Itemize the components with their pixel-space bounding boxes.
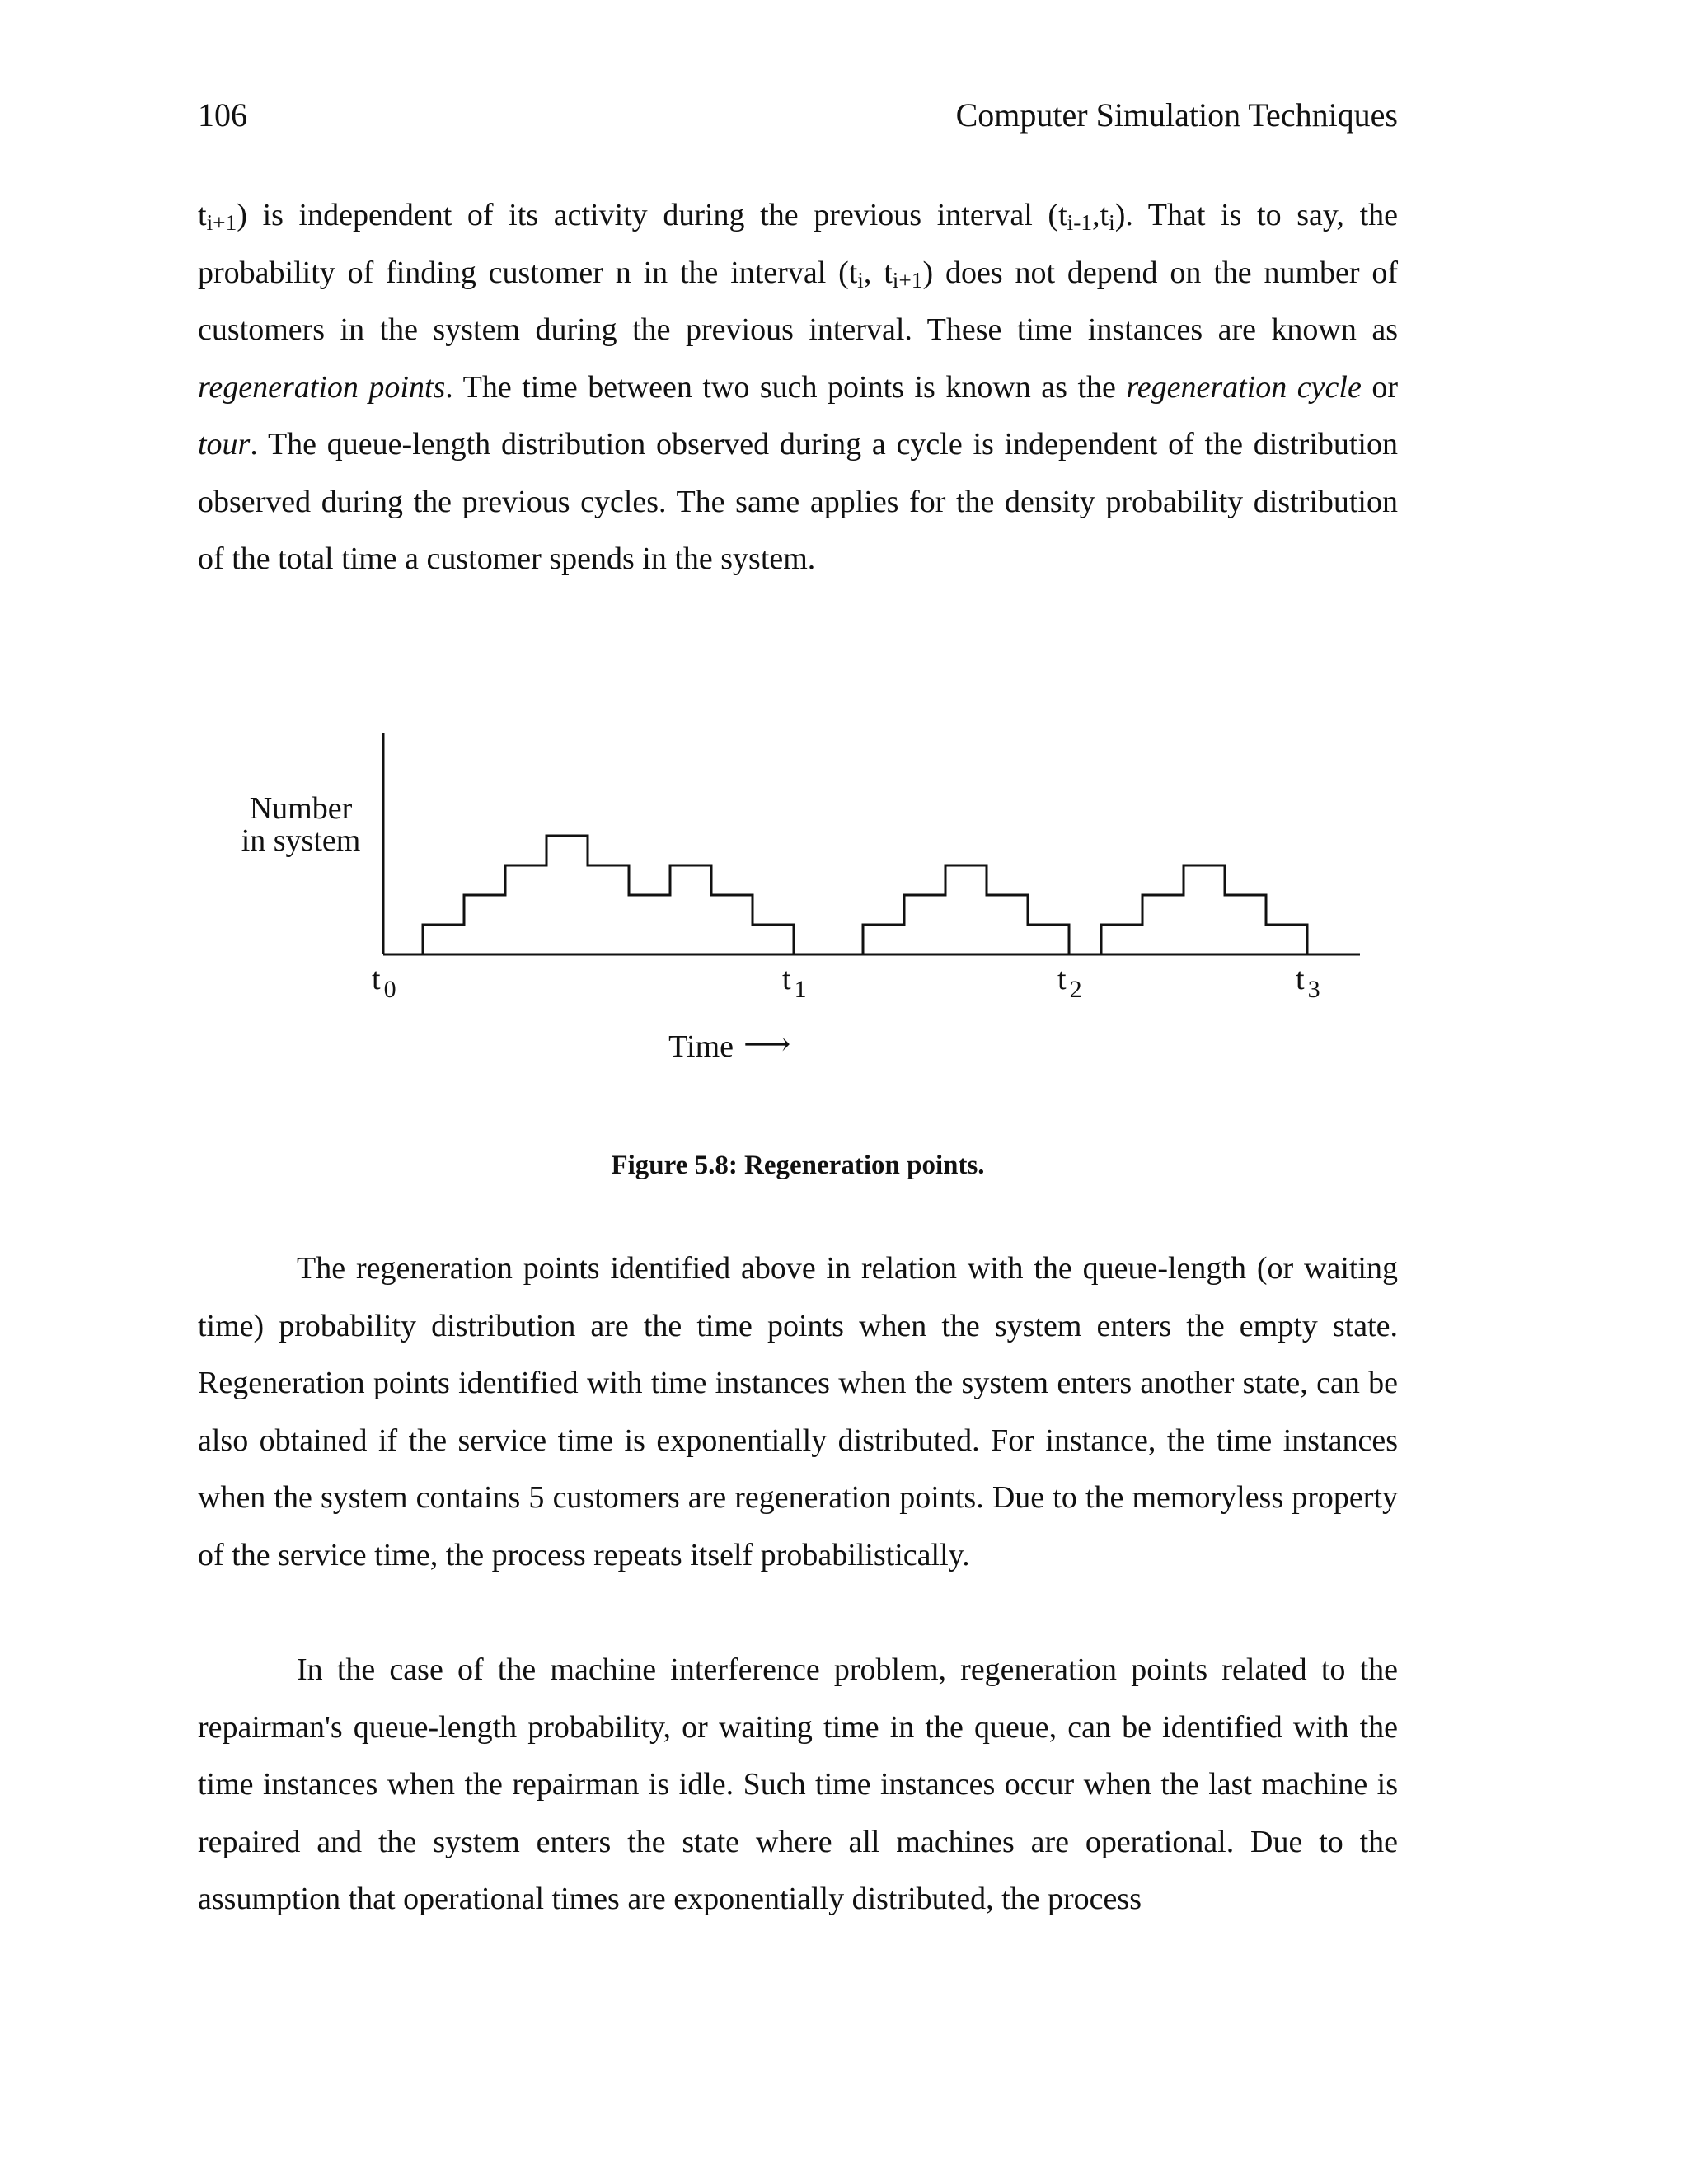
figure-caption: Figure 5.8: Regeneration points. <box>611 1151 985 1180</box>
regeneration-point-label <box>1296 962 1320 1003</box>
subscript: i+1 <box>892 267 923 293</box>
subscript: i <box>857 267 864 293</box>
tick-subscript: 0 <box>383 976 396 1003</box>
figure-regeneration-points <box>223 717 1376 1096</box>
busy-period-2 <box>814 865 1069 954</box>
regeneration-point-label <box>782 962 807 1003</box>
term-tour: tour <box>198 427 251 462</box>
text-fragment: or <box>1361 369 1398 405</box>
busy-period-3 <box>1062 865 1307 954</box>
step-series <box>383 836 1307 954</box>
text-fragment: ) is independent of its activity during the previous interval (t <box>237 198 1067 232</box>
x-axis-label: Time <box>668 1029 734 1064</box>
regeneration-point-label <box>1057 962 1082 1003</box>
tick-letter: t <box>372 962 381 996</box>
regeneration-point-label <box>372 962 396 1003</box>
busy-period-1 <box>383 836 794 954</box>
text-fragment: ) does not depend on the number of customers in the system during the previous interval. These time instances are known as <box>198 255 1398 347</box>
regeneration-point-labels <box>372 962 1320 1003</box>
text-fragment: t <box>198 198 207 232</box>
text-fragment: . The time between two such points is known as the <box>445 369 1127 405</box>
paragraph-machine-interference: In the case of the machine interference problem, regeneration points related to the repairman's queue-length probability, or waiting time in the queue, can be identified with the time instances when the repairman is idle. Such time instances occur when the last machine is repaired and the system enters the state where all machines are operational. Due to the assumption that operational times are exponentially distributed, the process <box>198 1652 1398 1916</box>
running-title: Computer Simulation Techniques <box>955 96 1398 134</box>
y-axis-label-line1: Number <box>249 791 353 826</box>
arrow-right-icon: ⟶ <box>743 1025 791 1062</box>
subscript: i <box>1109 210 1115 236</box>
paragraph-empty-state: The regeneration points identified above in relation with the queue-length (or waiting time) probability distribution are the time points when the system enters the empty state. Regeneration points identified with time instances when the system enters another state, can be also obtained if the service time is exponentially distributed. For instance, the time instances when the system contains 5 customers are regeneration points. Due to the memoryless property of the service time, the process repeats itself probabilistically. <box>198 1251 1398 1572</box>
tick-letter: t <box>1057 962 1067 996</box>
tick-subscript: 1 <box>794 976 807 1003</box>
step-chart <box>223 717 1376 1096</box>
tick-letter: t <box>1296 962 1305 996</box>
page-number: 106 <box>198 96 247 134</box>
text-fragment: , t <box>863 255 893 290</box>
tick-subscript: 2 <box>1069 976 1082 1003</box>
text-fragment: ). That is to say, the probability of finding customer n in the interval (t <box>198 198 1398 290</box>
subscript: i+1 <box>206 210 237 236</box>
text-fragment: . The queue-length distribution observed during a cycle is independent of the distribution observed during the previous cycles. The same applies for the density probability distribution of the total time a customer spends in the system. <box>198 427 1398 576</box>
term-regeneration-cycle: regeneration cycle <box>1126 369 1362 405</box>
subscript: i-1 <box>1067 210 1093 236</box>
tick-subscript: 3 <box>1307 976 1320 1003</box>
tick-letter: t <box>782 962 791 996</box>
text-fragment: ,t <box>1092 198 1109 232</box>
paragraph-regeneration-intro <box>198 187 1398 588</box>
y-axis-label-line2: in system <box>241 823 361 858</box>
term-regeneration-points: regeneration points <box>198 369 446 405</box>
